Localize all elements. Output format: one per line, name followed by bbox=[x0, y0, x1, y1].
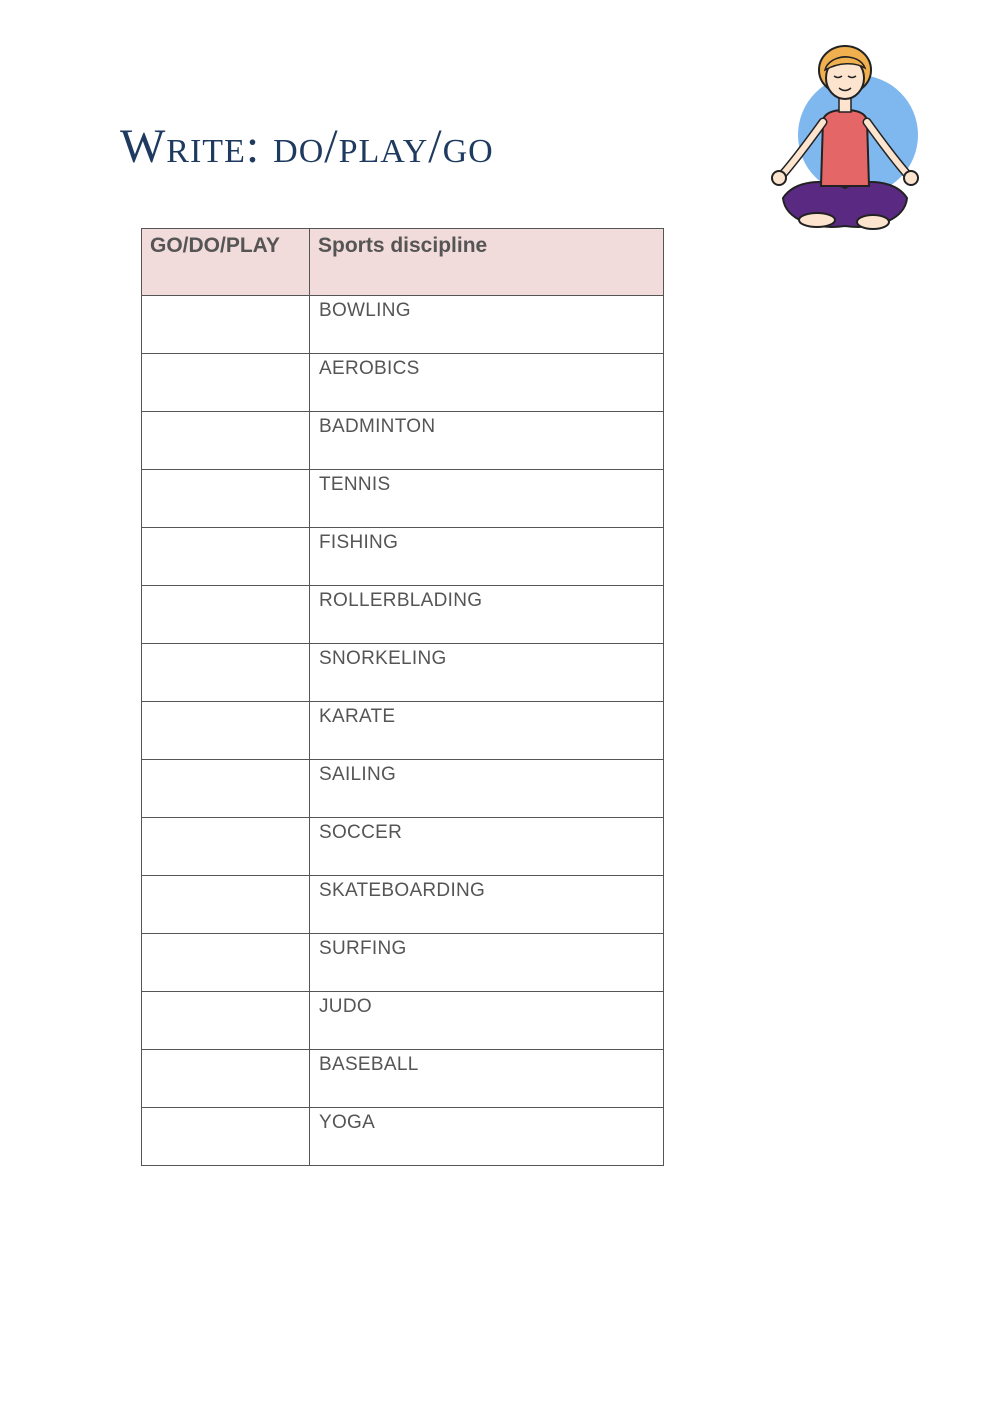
sport-cell bbox=[310, 992, 664, 1050]
answer-input[interactable] bbox=[142, 760, 309, 817]
sport-cell bbox=[310, 760, 664, 818]
table-row bbox=[142, 1050, 664, 1108]
answer-cell[interactable] bbox=[142, 1050, 310, 1108]
answer-input[interactable] bbox=[142, 1108, 309, 1165]
answer-input[interactable] bbox=[142, 528, 309, 585]
sport-label: ROLLERBLADING bbox=[319, 590, 483, 611]
answer-input[interactable] bbox=[142, 934, 309, 991]
answer-cell[interactable] bbox=[142, 818, 310, 876]
answer-cell[interactable] bbox=[142, 354, 310, 412]
sport-cell bbox=[310, 644, 664, 702]
sport-label: JUDO bbox=[319, 996, 372, 1017]
sport-cell bbox=[310, 818, 664, 876]
answer-cell[interactable] bbox=[142, 412, 310, 470]
answer-input[interactable] bbox=[142, 296, 309, 353]
answer-input[interactable] bbox=[142, 992, 309, 1049]
answer-input[interactable] bbox=[142, 470, 309, 527]
meditating-woman-icon bbox=[755, 40, 935, 240]
sport-cell bbox=[310, 528, 664, 586]
sport-cell bbox=[310, 354, 664, 412]
table-row bbox=[142, 470, 664, 528]
table-row bbox=[142, 528, 664, 586]
table-row bbox=[142, 586, 664, 644]
sport-label: BADMINTON bbox=[319, 416, 436, 437]
sport-cell bbox=[310, 1108, 664, 1166]
sport-label: SAILING bbox=[319, 764, 397, 785]
table-row bbox=[142, 818, 664, 876]
table-row bbox=[142, 992, 664, 1050]
table-row bbox=[142, 1108, 664, 1166]
column-header-verb: GO/DO/PLAY bbox=[142, 229, 310, 296]
sport-label: SKATEBOARDING bbox=[319, 880, 486, 901]
answer-cell[interactable] bbox=[142, 992, 310, 1050]
table-row bbox=[142, 354, 664, 412]
page-title: Write: do/play/go bbox=[120, 120, 494, 173]
sport-label: TENNIS bbox=[319, 474, 391, 495]
sport-cell bbox=[310, 296, 664, 354]
sport-cell bbox=[310, 1050, 664, 1108]
answer-input[interactable] bbox=[142, 818, 309, 875]
sport-label: FISHING bbox=[319, 532, 399, 553]
sport-cell bbox=[310, 702, 664, 760]
answer-cell[interactable] bbox=[142, 528, 310, 586]
answer-cell[interactable] bbox=[142, 760, 310, 818]
answer-cell[interactable] bbox=[142, 644, 310, 702]
answer-cell[interactable] bbox=[142, 1108, 310, 1166]
answer-input[interactable] bbox=[142, 586, 309, 643]
answer-cell[interactable] bbox=[142, 702, 310, 760]
answer-cell[interactable] bbox=[142, 586, 310, 644]
table-row bbox=[142, 644, 664, 702]
answer-cell[interactable] bbox=[142, 876, 310, 934]
sport-label: BOWLING bbox=[319, 300, 411, 321]
sport-label: SURFING bbox=[319, 938, 407, 959]
sport-label: AEROBICS bbox=[319, 358, 420, 379]
table-row bbox=[142, 702, 664, 760]
answer-input[interactable] bbox=[142, 412, 309, 469]
sport-label: BASEBALL bbox=[319, 1054, 419, 1075]
sport-label: SOCCER bbox=[319, 822, 403, 843]
table-row bbox=[142, 412, 664, 470]
sport-cell bbox=[310, 586, 664, 644]
table-header-row bbox=[142, 229, 664, 296]
table-row bbox=[142, 876, 664, 934]
answer-cell[interactable] bbox=[142, 296, 310, 354]
answer-input[interactable] bbox=[142, 702, 309, 759]
answer-input[interactable] bbox=[142, 644, 309, 701]
sport-cell bbox=[310, 934, 664, 992]
answer-input[interactable] bbox=[142, 876, 309, 933]
answer-input[interactable] bbox=[142, 1050, 309, 1107]
sport-label: YOGA bbox=[319, 1112, 376, 1133]
sport-label: SNORKELING bbox=[319, 648, 447, 669]
table-row bbox=[142, 760, 664, 818]
table-row bbox=[142, 934, 664, 992]
sport-cell bbox=[310, 470, 664, 528]
answer-input[interactable] bbox=[142, 354, 309, 411]
sport-cell bbox=[310, 876, 664, 934]
answer-cell[interactable] bbox=[142, 470, 310, 528]
answer-cell[interactable] bbox=[142, 934, 310, 992]
table-row bbox=[142, 296, 664, 354]
column-header-sport: Sports discipline bbox=[310, 229, 664, 296]
sports-table bbox=[141, 228, 664, 1166]
sport-label: KARATE bbox=[319, 706, 396, 727]
sport-cell bbox=[310, 412, 664, 470]
